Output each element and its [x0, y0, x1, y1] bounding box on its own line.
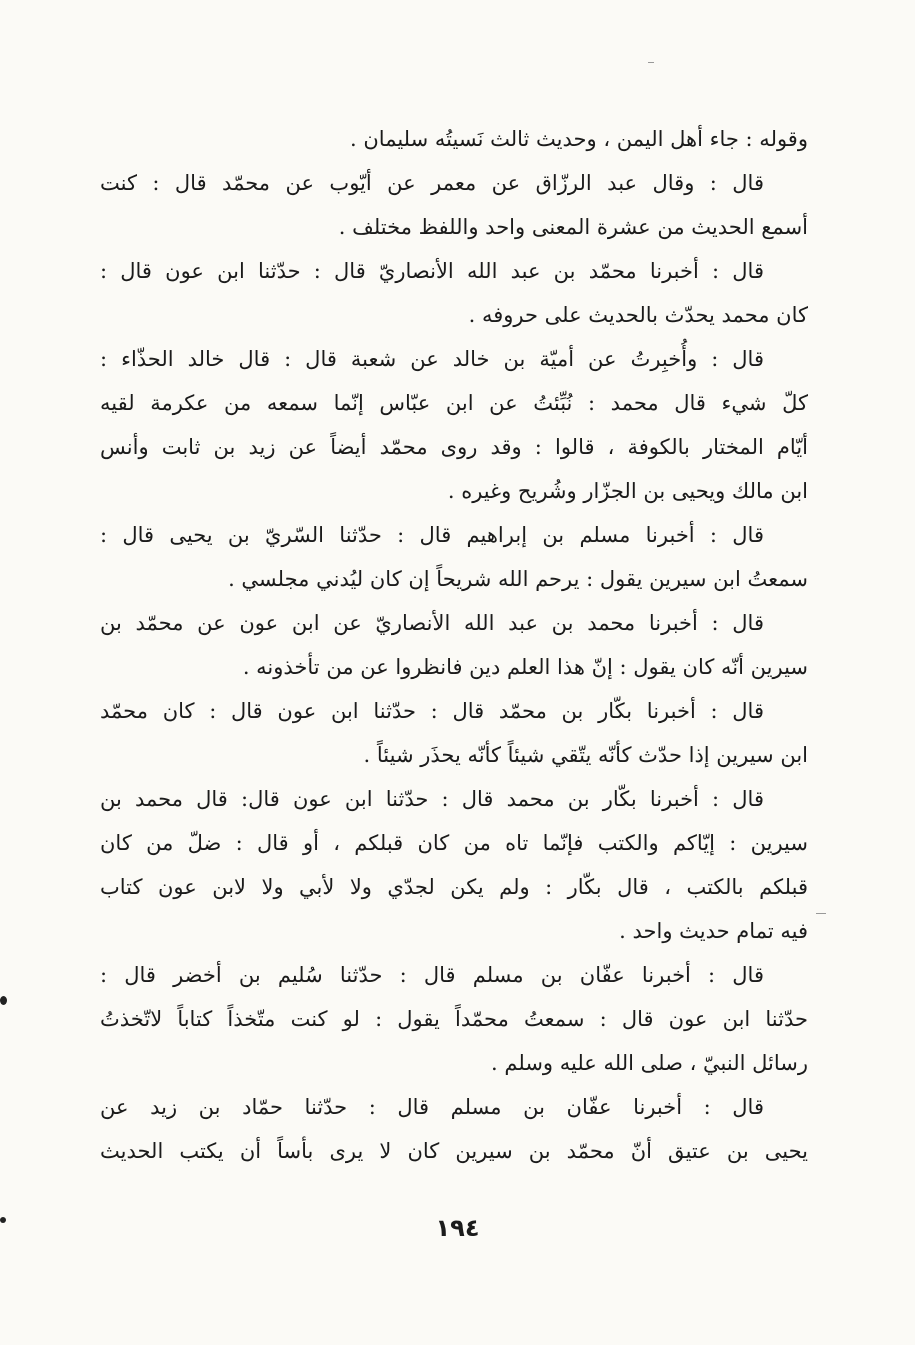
text-line: رسائل النبيّ ، صلى الله عليه وسلم .: [491, 1051, 808, 1075]
margin-mark: [816, 913, 826, 914]
text-line: سمعتُ ابن سيرين يقول : يرحم الله شريحاً إن كان ليُدني مجلسي .: [228, 567, 808, 591]
text-line: سيرين أنّه كان يقول : إنّ هذا العلم دين فانظروا عن من تأخذونه .: [242, 655, 808, 679]
text-line: كان محمد يحدّث بالحديث على حروفه .: [468, 303, 808, 327]
text-line: قبلكم بالكتب ، قال بكّار : ولم يكن لجدّي ولا لأبي ولا لابن عون كتاب: [100, 875, 808, 899]
scan-speck: [0, 996, 7, 1005]
text-line: قال : أخبرنا محمد بن عبد الله الأنصاريّ عن ابن عون عن محمّد بن: [100, 611, 764, 635]
text-line: أيّام المختار بالكوفة ، قالوا : وقد روى محمّد أيضاً عن زيد بن ثابت وأنس: [100, 435, 808, 459]
text-line: قال : أخبرنا عفّان بن مسلم قال : حدّثنا حمّاد بن زيد عن: [100, 1095, 764, 1119]
text-line: فيه تمام حديث واحد .: [619, 919, 808, 943]
text-line: قال : وأُخبِرتُ عن أميّة بن خالد عن شعبة قال : قال خالد الحذّاء :: [100, 347, 764, 371]
text-line: قال : وقال عبد الرزّاق عن معمر عن أيّوب عن محمّد قال : كنت: [100, 171, 764, 195]
text-line: ابن سيرين إذا حدّث كأنّه يتّقي شيئاً كأنّه يحذَر شيئاً .: [363, 743, 808, 767]
margin-mark: [648, 62, 654, 63]
text-line: سيرين : إيّاكم والكتب فإنّما تاه من كان قبلكم ، أو قال : ضلّ من كان: [100, 831, 808, 855]
scan-speck: [0, 1217, 6, 1223]
text-line: قال : أخبرنا محمّد بن عبد الله الأنصاريّ قال : حدّثنا ابن عون قال :: [100, 259, 764, 283]
text-line: قال : أخبرنا عفّان بن مسلم قال : حدّثنا سُليم بن أخضر قال :: [100, 963, 764, 987]
text-line: ابن مالك ويحيى بن الجزّار وشُريح وغيره .: [447, 479, 808, 503]
text-line: كلّ شيء قال محمد : نُبِّئتُ عن ابن عبّاس إنّما سمعه من عكرمة لقيه: [100, 391, 808, 415]
text-line: قال : أخبرنا بكّار بن محمد قال : حدّثنا ابن عون قال: قال محمد بن: [100, 787, 764, 811]
page-number: ١٩٤: [435, 1214, 480, 1242]
text-line: حدّثنا ابن عون قال : سمعتُ محمّداً يقول : لو كنت متّخذاً كتاباً لاتّخذتُ: [100, 1007, 808, 1031]
text-line: وقوله : جاء أهل اليمن ، وحديث ثالث نَسيتُه سليمان .: [350, 127, 808, 151]
text-line: قال : أخبرنا مسلم بن إبراهيم قال : حدّثنا السّريّ بن يحيى قال :: [100, 523, 764, 547]
text-line: يحيى بن عتيق أنّ محمّد بن سيرين كان لا يرى بأساً أن يكتب الحديث: [100, 1139, 808, 1163]
text-line: قال : أخبرنا بكّار بن محمّد قال : حدّثنا ابن عون قال : كان محمّد: [100, 699, 764, 723]
body-text: [100, 117, 808, 1173]
text-line: أسمع الحديث من عشرة المعنى واحد واللفظ مختلف .: [338, 215, 808, 239]
